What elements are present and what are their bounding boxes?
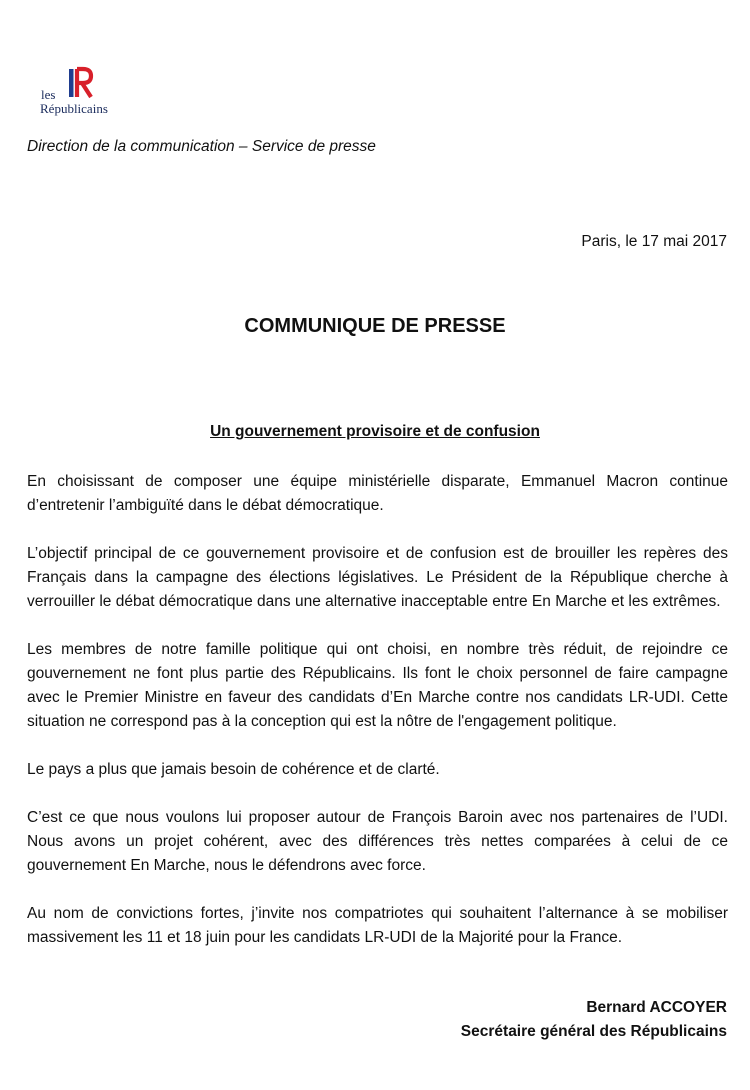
logo-word-les: les [41,87,56,102]
body-paragraph: Le pays a plus que jamais besoin de cohérence et de clarté. [27,761,440,778]
press-release-title: COMMUNIQUE DE PRESSE [244,315,506,337]
signature-block [461,996,727,1044]
document-date: Paris, le 17 mai 2017 [581,233,727,250]
signatory-name: Bernard ACCOYER [586,999,727,1016]
les-republicains-logo [40,66,130,122]
logo-wordmark [40,88,108,116]
body-paragraph: C’est ce que nous voulons lui proposer autour de François Baroin avec nos partenaires de l’UDI. Nous avons un projet cohérent, avec des différences très nettes comparées à celui de ce gouvernement En Marche, nous le défendrons avec force. [27,809,728,874]
press-release-subtitle: Un gouvernement provisoire et de confusion [210,423,540,440]
logo-word-republicains: Républicains [40,101,108,116]
signatory-role: Secrétaire général des Républicains [460,1023,727,1040]
body-paragraph: L’objectif principal de ce gouvernement provisoire et de confusion est de brouiller les repères des Français dans la campagne des élections législatives. Le Président de la République cherche à verrouiller le débat démocratique dans une alternative inacceptable entre En Marche et les extrêmes. [27,545,728,610]
department-line: Direction de la communication – Service de presse [27,138,376,155]
press-release-body [27,470,728,974]
body-paragraph: Les membres de notre famille politique qui ont choisi, en nombre très réduit, de rejoindre ce gouvernement ne font plus partie des Républicains. Ils font le choix personnel de faire campagne avec le Premier Ministre en faveur des candidats d’En Marche contre nos candidats LR-UDI. Cette situation ne correspond pas à la conception qui est la nôtre de l'engagement politique. [27,641,728,730]
body-paragraph: En choisissant de composer une équipe ministérielle disparate, Emmanuel Macron continue d’entretenir l’ambiguïté dans le débat démocratique. [27,473,728,514]
body-paragraph: Au nom de convictions fortes, j’invite nos compatriotes qui souhaitent l’alternance à se mobiliser massivement les 11 et 18 juin pour les candidats LR-UDI de la Majorité pour la France. [27,905,728,946]
